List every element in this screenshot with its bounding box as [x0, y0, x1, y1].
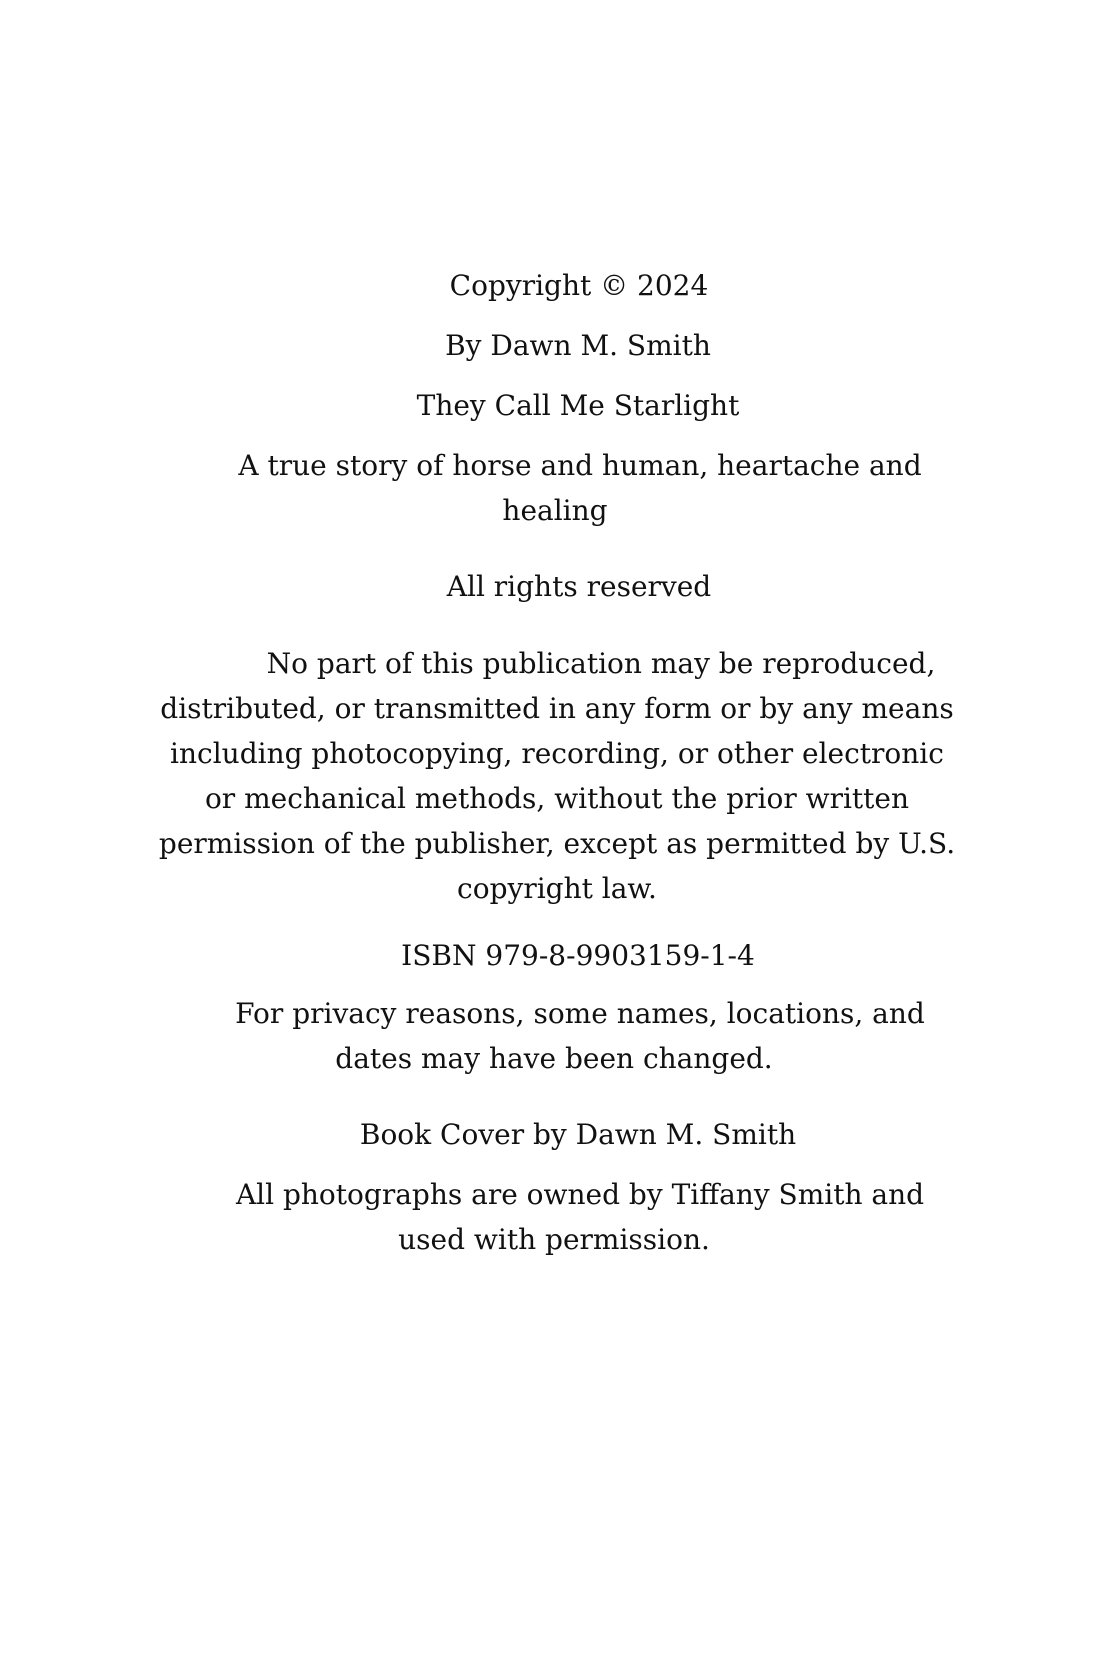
- notice-line: including photocopying, recording, or other electronic: [170, 737, 944, 770]
- subtitle-line: healing: [502, 494, 608, 527]
- privacy-line: dates may have been changed.: [335, 1042, 773, 1075]
- reproduction-notice: [0, 641, 1112, 911]
- subtitle-line: A true story of horse and human, heartache and: [238, 449, 922, 482]
- notice-line: permission of the publisher, except as permitted by U.S.: [158, 827, 956, 860]
- photo-credit-line: used with permission.: [398, 1223, 710, 1256]
- notice-line: or mechanical methods, without the prior written: [204, 782, 910, 815]
- notice-line: distributed, or transmitted in any form or by any means: [160, 692, 954, 725]
- isbn: ISBN 979-8-9903159-1-4: [401, 939, 755, 972]
- privacy-line: For privacy reasons, some names, locations, and: [235, 997, 925, 1030]
- cover-credit: Book Cover by Dawn M. Smith: [359, 1118, 797, 1151]
- photo-credit-line: All photographs are owned by Tiffany Smith and: [235, 1178, 925, 1211]
- privacy-notice: [0, 991, 1112, 1081]
- book-title: They Call Me Starlight: [416, 389, 740, 422]
- author-line: By Dawn M. Smith: [445, 329, 711, 362]
- copyright-notice: Copyright © 2024: [449, 269, 709, 302]
- rights-statement: All rights reserved: [446, 570, 712, 603]
- photo-credit: [0, 1172, 1112, 1262]
- book-subtitle: [0, 443, 1112, 533]
- notice-line: No part of this publication may be reproduced,: [266, 647, 936, 680]
- notice-line: copyright law.: [457, 872, 657, 905]
